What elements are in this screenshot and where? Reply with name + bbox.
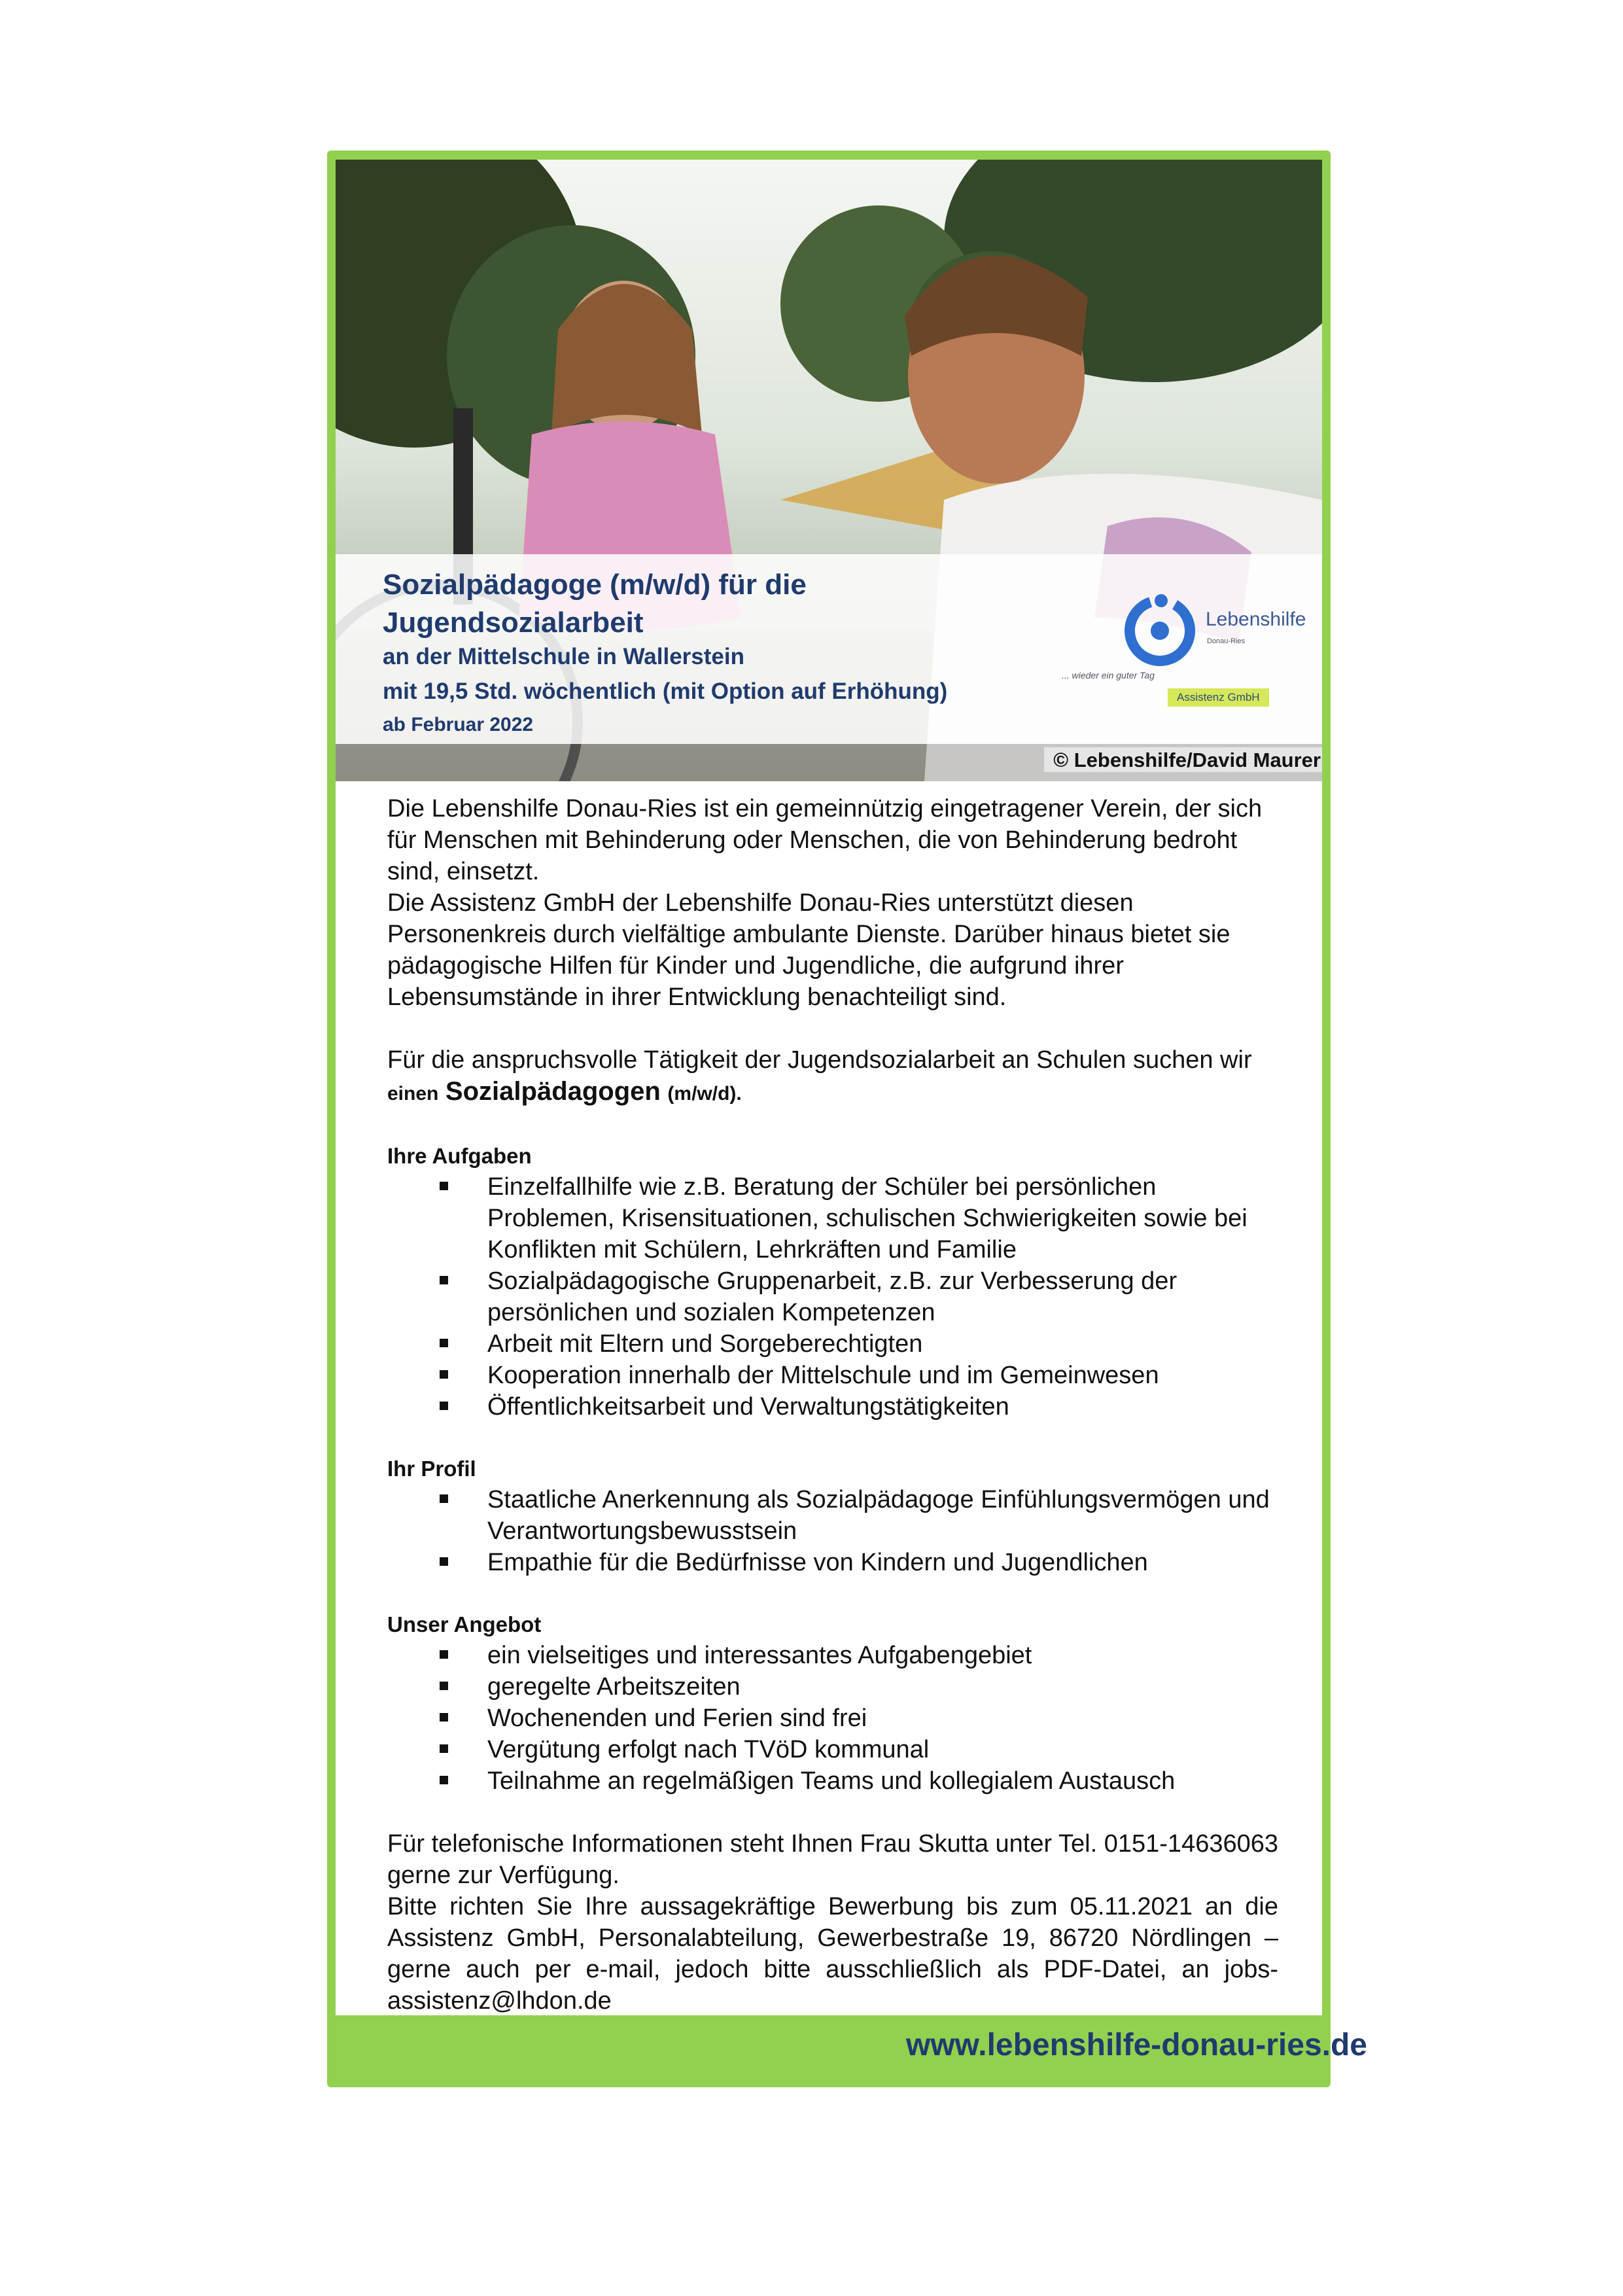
search-text: Für die anspruchsvolle Tätigkeit der Jugendsozialarbeit an Schulen suchen wir — [387, 1046, 1252, 1074]
list-item: Empathie für die Bedürfnisse von Kindern und Jugendlichen — [387, 1547, 1278, 1578]
logo-sub: Donau-Ries — [1207, 637, 1246, 645]
job-title: Sozialpädagoge (m/w/d) für die Jugendsozialarbeit — [383, 569, 807, 639]
search-gender: (m/w/d). — [667, 1083, 742, 1104]
list-item: Staatliche Anerkennung als Sozialpädagoge Einfühlungsvermögen und Verantwortungsbewusstsein — [387, 1484, 1278, 1547]
list-item: Öffentlichkeitsarbeit und Verwaltungstätigkeiten — [387, 1391, 1278, 1422]
list-item: Arbeit mit Eltern und Sorgeberechtigten — [387, 1328, 1278, 1360]
search-position: Sozialpädagogen — [445, 1077, 661, 1106]
list-item: Teilnahme an regelmäßigen Teams und kollegialem Austausch — [387, 1765, 1278, 1797]
application-info: Bitte richten Sie Ihre aussagekräftige Bewerbung bis zum 05.11.2021 an die Assistenz GmbH, Personalabteilung, Gewerbestraße 19, 86720 Nördlingen – gerne auch per e-mail, jedoch bitte ausschließlich als PDF-Datei, an jobs-assistenz@lhdon.de — [387, 1893, 1278, 2015]
list-item: geregelte Arbeitszeiten — [387, 1671, 1278, 1703]
list-item: ein vielseitiges und interessantes Aufgabengebiet — [387, 1640, 1278, 1671]
angebot-list — [387, 1640, 1278, 1797]
title-banner — [336, 554, 1322, 744]
angebot-heading: Unser Angebot — [387, 1612, 542, 1636]
list-item: Einzelfallhilfe wie z.B. Beratung der Schüler bei persönlichen Problemen, Krisensituationen, schulischen Schwierigkeiten sowie bei Konflikten mit Schülern, Lehrkräften und Familie — [387, 1171, 1278, 1265]
aufgaben-heading: Ihre Aufgaben — [387, 1144, 532, 1168]
photo-credit: © Lebenshilfe/David Maurer — [1044, 747, 1322, 772]
lebenshilfe-logo — [1022, 590, 1304, 741]
profil-heading: Ihr Profil — [387, 1457, 476, 1481]
intro-paragraph-1: Die Lebenshilfe Donau-Ries ist ein gemeinnützig eingetragener Verein, der sich für Menschen mit Behinderung oder Menschen, die von Behinderung bedroht sind, einsetzt. — [387, 795, 1263, 885]
header-photo — [336, 160, 1322, 781]
website-link[interactable]: www.lebenshilfe-donau-ries.de — [906, 2028, 1367, 2062]
lebenshilfe-logo-icon — [1121, 590, 1199, 669]
phone-contact: Für telefonische Informationen steht Ihnen Frau Skutta unter Tel. 0151-14636063 gerne zur Verfügung. — [387, 1830, 1278, 1889]
logo-slogan: ... wieder ein guter Tag — [1062, 670, 1155, 680]
assistenz-badge: Assistenz GmbH — [1168, 688, 1269, 707]
job-start: ab Februar 2022 — [383, 714, 534, 735]
intro-paragraph-2: Die Assistenz GmbH der Lebenshilfe Donau-Ries unterstützt diesen Personenkreis durch vielfältige ambulante Dienste. Darüber hinaus bietet sie pädagogische Hilfen für Kinder und Jugendliche, die aufgrund ihrer Lebensumstände in ihrer Entwicklung benachteiligt sind. — [387, 889, 1230, 1011]
ad-body — [387, 793, 1278, 2017]
job-location: an der Mittelschule in Wallerstein — [383, 644, 744, 669]
job-hours: mit 19,5 Std. wöchentlich (mit Option auf Erhöhung) — [383, 679, 948, 704]
list-item: Vergütung erfolgt nach TVöD kommunal — [387, 1734, 1278, 1765]
profil-list — [387, 1484, 1278, 1578]
list-item: Sozialpädagogische Gruppenarbeit, z.B. zur Verbesserung der persönlichen und sozialen Kompetenzen — [387, 1265, 1278, 1328]
list-item: Kooperation innerhalb der Mittelschule und im Gemeinwesen — [387, 1360, 1278, 1391]
logo-name: Lebenshilfe — [1206, 609, 1306, 630]
aufgaben-list — [387, 1171, 1278, 1422]
search-article: einen — [387, 1083, 439, 1104]
search-sentence — [387, 1044, 1278, 1110]
list-item: Wochenenden und Ferien sind frei — [387, 1703, 1278, 1734]
